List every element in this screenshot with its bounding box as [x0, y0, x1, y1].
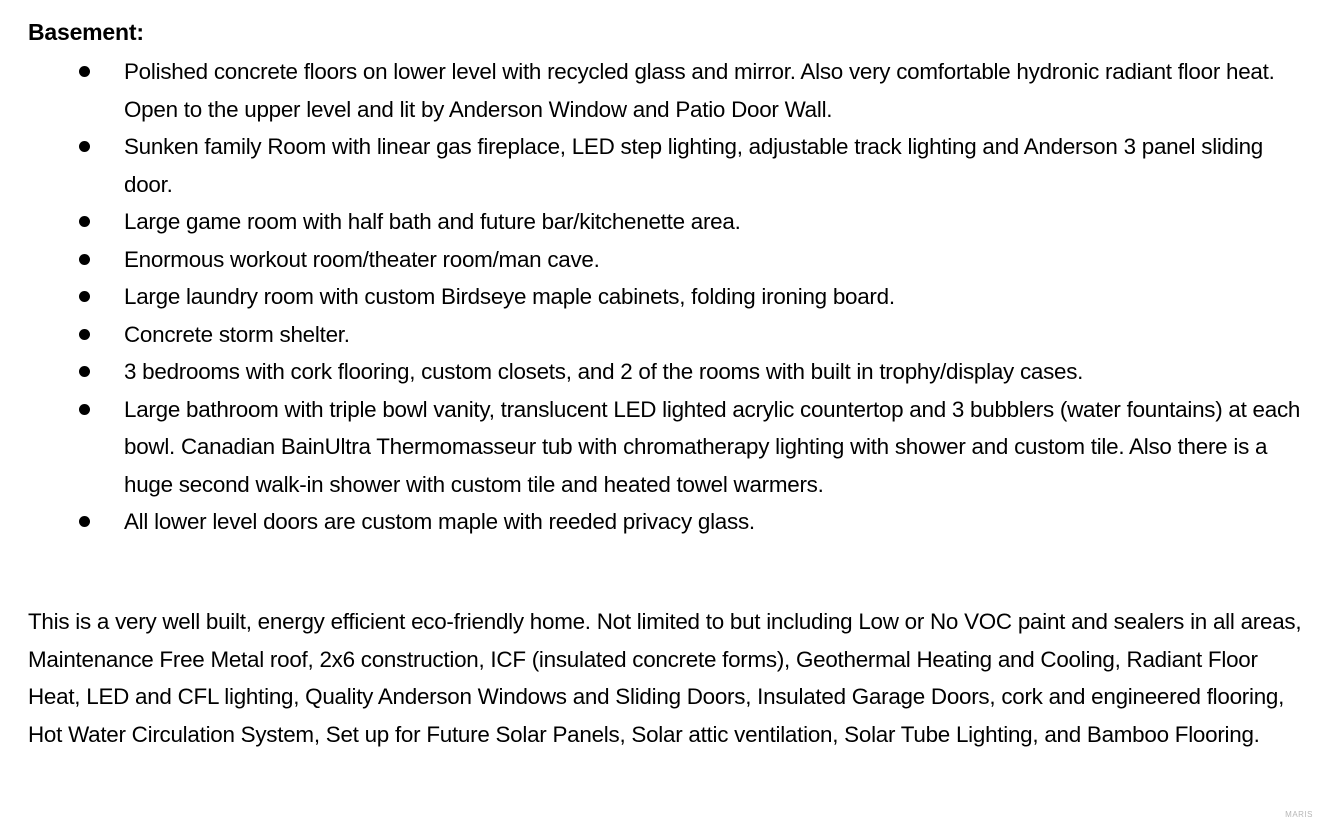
list-item [0, 316, 1304, 354]
list-item-text: All lower level doors are custom maple with reeded privacy glass. [124, 509, 755, 534]
bullet-icon [79, 329, 90, 340]
list-item-text: Large laundry room with custom Birdseye maple cabinets, folding ironing board. [124, 284, 895, 309]
list-item-text: Large bathroom with triple bowl vanity, translucent LED lighted acrylic countertop and 3 bubblers (water fountains) at each bowl. Canadian BainUltra Thermomasseur tub with chromatherapy lighting with shower and custom tile. Also there is a huge second walk-in shower with custom tile and heated towel warmers. [124, 396, 1301, 497]
list-item [0, 241, 1304, 279]
list-item [0, 353, 1304, 391]
bullet-icon [79, 404, 90, 415]
bullet-icon [79, 366, 90, 377]
feature-list [0, 53, 1328, 541]
list-item [0, 278, 1304, 316]
list-item [0, 128, 1304, 203]
list-item-text: Enormous workout room/theater room/man cave. [124, 246, 600, 272]
bullet-icon [79, 141, 90, 152]
list-item [0, 391, 1304, 504]
bullet-icon [79, 216, 90, 227]
bullet-icon [79, 291, 90, 302]
list-item-text: Polished concrete floors on lower level with recycled glass and mirror. Also very comfortable hydronic radiant floor heat. Open to the upper level and lit by Anderson Window and Patio Door Wall. [124, 59, 1275, 122]
watermark: MARIS [1285, 810, 1313, 819]
summary-paragraph: This is a very well built, energy efficient eco-friendly home. Not limited to but including Low or No VOC paint and sealers in all areas, Maintenance Free Metal roof, 2x6 construction, ICF (insulated concrete forms), Geothermal Heating and Cooling, Radiant Floor Heat, LED and CFL lighting, Quality Anderson Windows and Sliding Doors, Insulated Garage Doors, cork and engineered flooring, Hot Water Circulation System, Set up for Future Solar Panels, Solar attic ventilation, Solar Tube Lighting, and Bamboo Flooring. [28, 609, 1302, 747]
list-item-text: Large game room with half bath and future bar/kitchenette area. [124, 209, 741, 234]
list-item [0, 203, 1304, 241]
section-heading: Basement: [28, 19, 144, 45]
list-item [0, 53, 1304, 128]
bullet-icon [79, 66, 90, 77]
list-item-text: 3 bedrooms with cork flooring, custom closets, and 2 of the rooms with built in trophy/display cases. [124, 359, 1084, 384]
list-item [0, 503, 1304, 541]
bullet-icon [79, 516, 90, 527]
bullet-icon [79, 254, 90, 265]
list-item-text: Concrete storm shelter. [124, 321, 350, 347]
list-item-text: Sunken family Room with linear gas fireplace, LED step lighting, adjustable track lighting and Anderson 3 panel sliding door. [124, 134, 1263, 197]
